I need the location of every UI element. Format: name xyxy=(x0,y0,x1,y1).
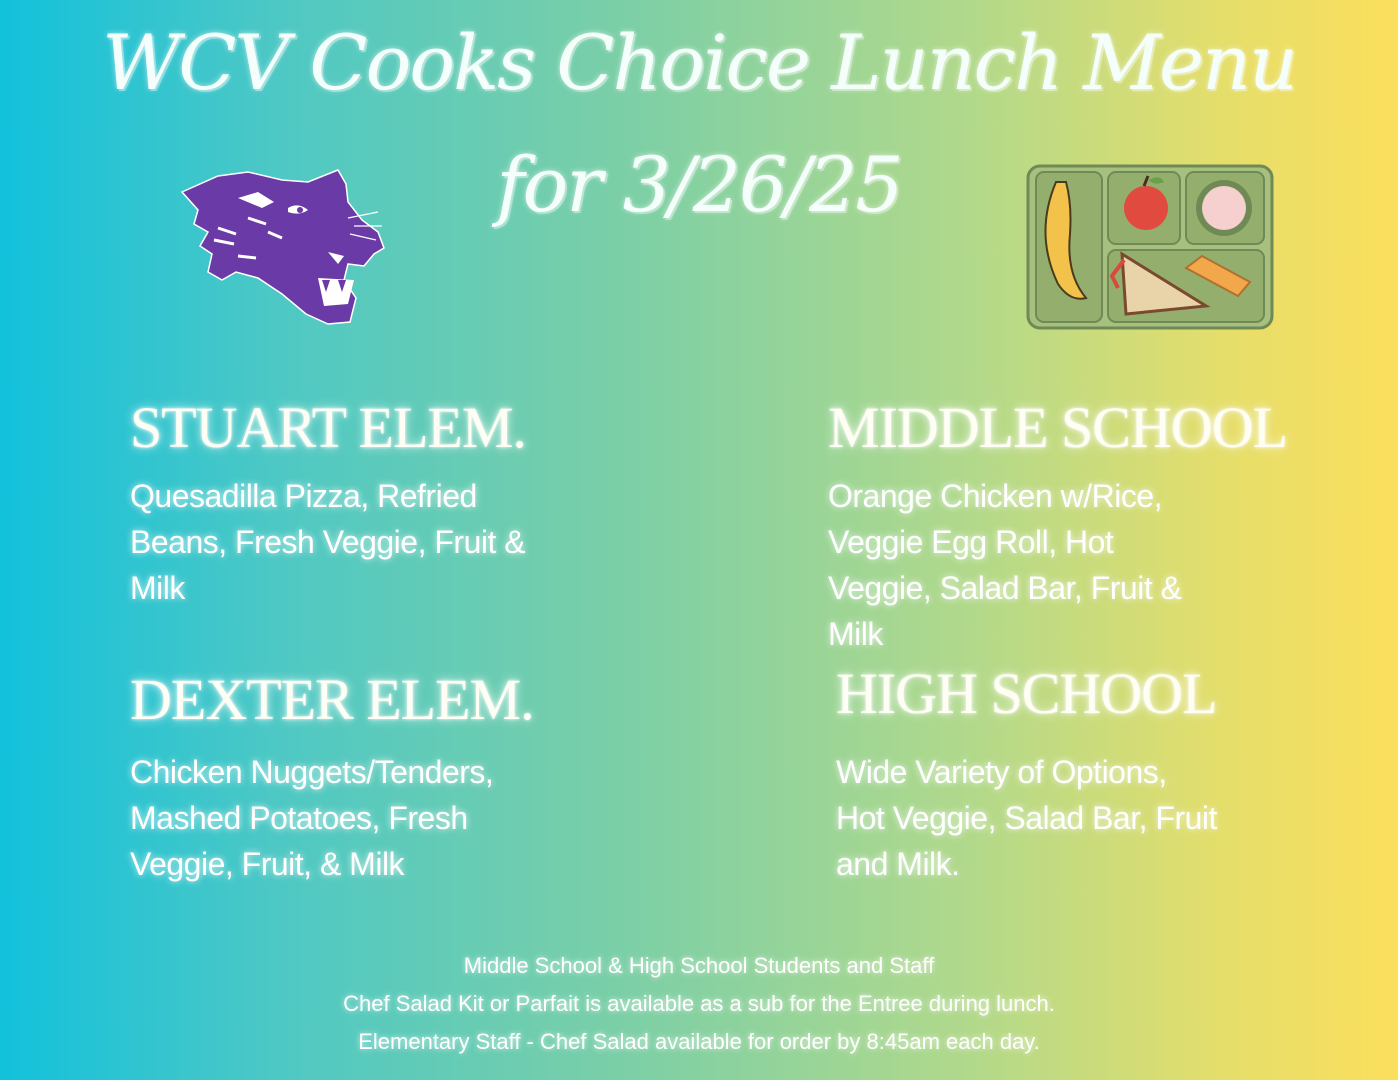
menu-line: Mashed Potatoes, Fresh xyxy=(130,800,468,836)
page-subtitle-date: for 3/26/25 xyxy=(496,140,902,229)
menu-line: Veggie Egg Roll, Hot xyxy=(828,524,1114,560)
menu-line: Beans, Fresh Veggie, Fruit & xyxy=(130,524,526,560)
menu-line: Orange Chicken w/Rice, xyxy=(828,478,1163,514)
wildcat-mascot-icon xyxy=(178,168,390,330)
dexter-elem-menu xyxy=(130,749,550,887)
menu-line: Milk xyxy=(828,616,883,652)
page-title: WCV Cooks Choice Lunch Menu xyxy=(102,18,1296,107)
footer-note-line-3: Elementary Staff - Chef Salad available for order by 8:45am each day. xyxy=(358,1029,1040,1054)
menu-line: Quesadilla Pizza, Refried xyxy=(130,478,477,514)
footer-note-line-2: Chef Salad Kit or Parfait is available as a sub for the Entree during lunch. xyxy=(343,991,1055,1016)
menu-line: Milk xyxy=(130,570,185,606)
menu-line: Wide Variety of Options, xyxy=(836,754,1167,790)
menu-line: Chicken Nuggets/Tenders, xyxy=(130,754,494,790)
lunch-tray-icon xyxy=(1026,164,1274,330)
menu-line: Veggie, Salad Bar, Fruit & xyxy=(828,570,1182,606)
high-school-menu xyxy=(836,749,1256,887)
footer-note-line-1: Middle School & High School Students and Staff xyxy=(463,953,935,978)
stuart-elem-menu xyxy=(130,473,570,611)
middle-school-heading: MIDDLE SCHOOL xyxy=(828,395,1288,460)
high-school-heading: HIGH SCHOOL xyxy=(836,661,1217,726)
dexter-elem-heading: DEXTER ELEM. xyxy=(130,667,534,732)
menu-line: Hot Veggie, Salad Bar, Fruit xyxy=(836,800,1217,836)
menu-line: and Milk. xyxy=(836,846,960,882)
middle-school-menu xyxy=(828,473,1228,657)
stuart-elem-heading: STUART ELEM. xyxy=(130,395,526,460)
menu-line: Veggie, Fruit, & Milk xyxy=(130,846,405,882)
